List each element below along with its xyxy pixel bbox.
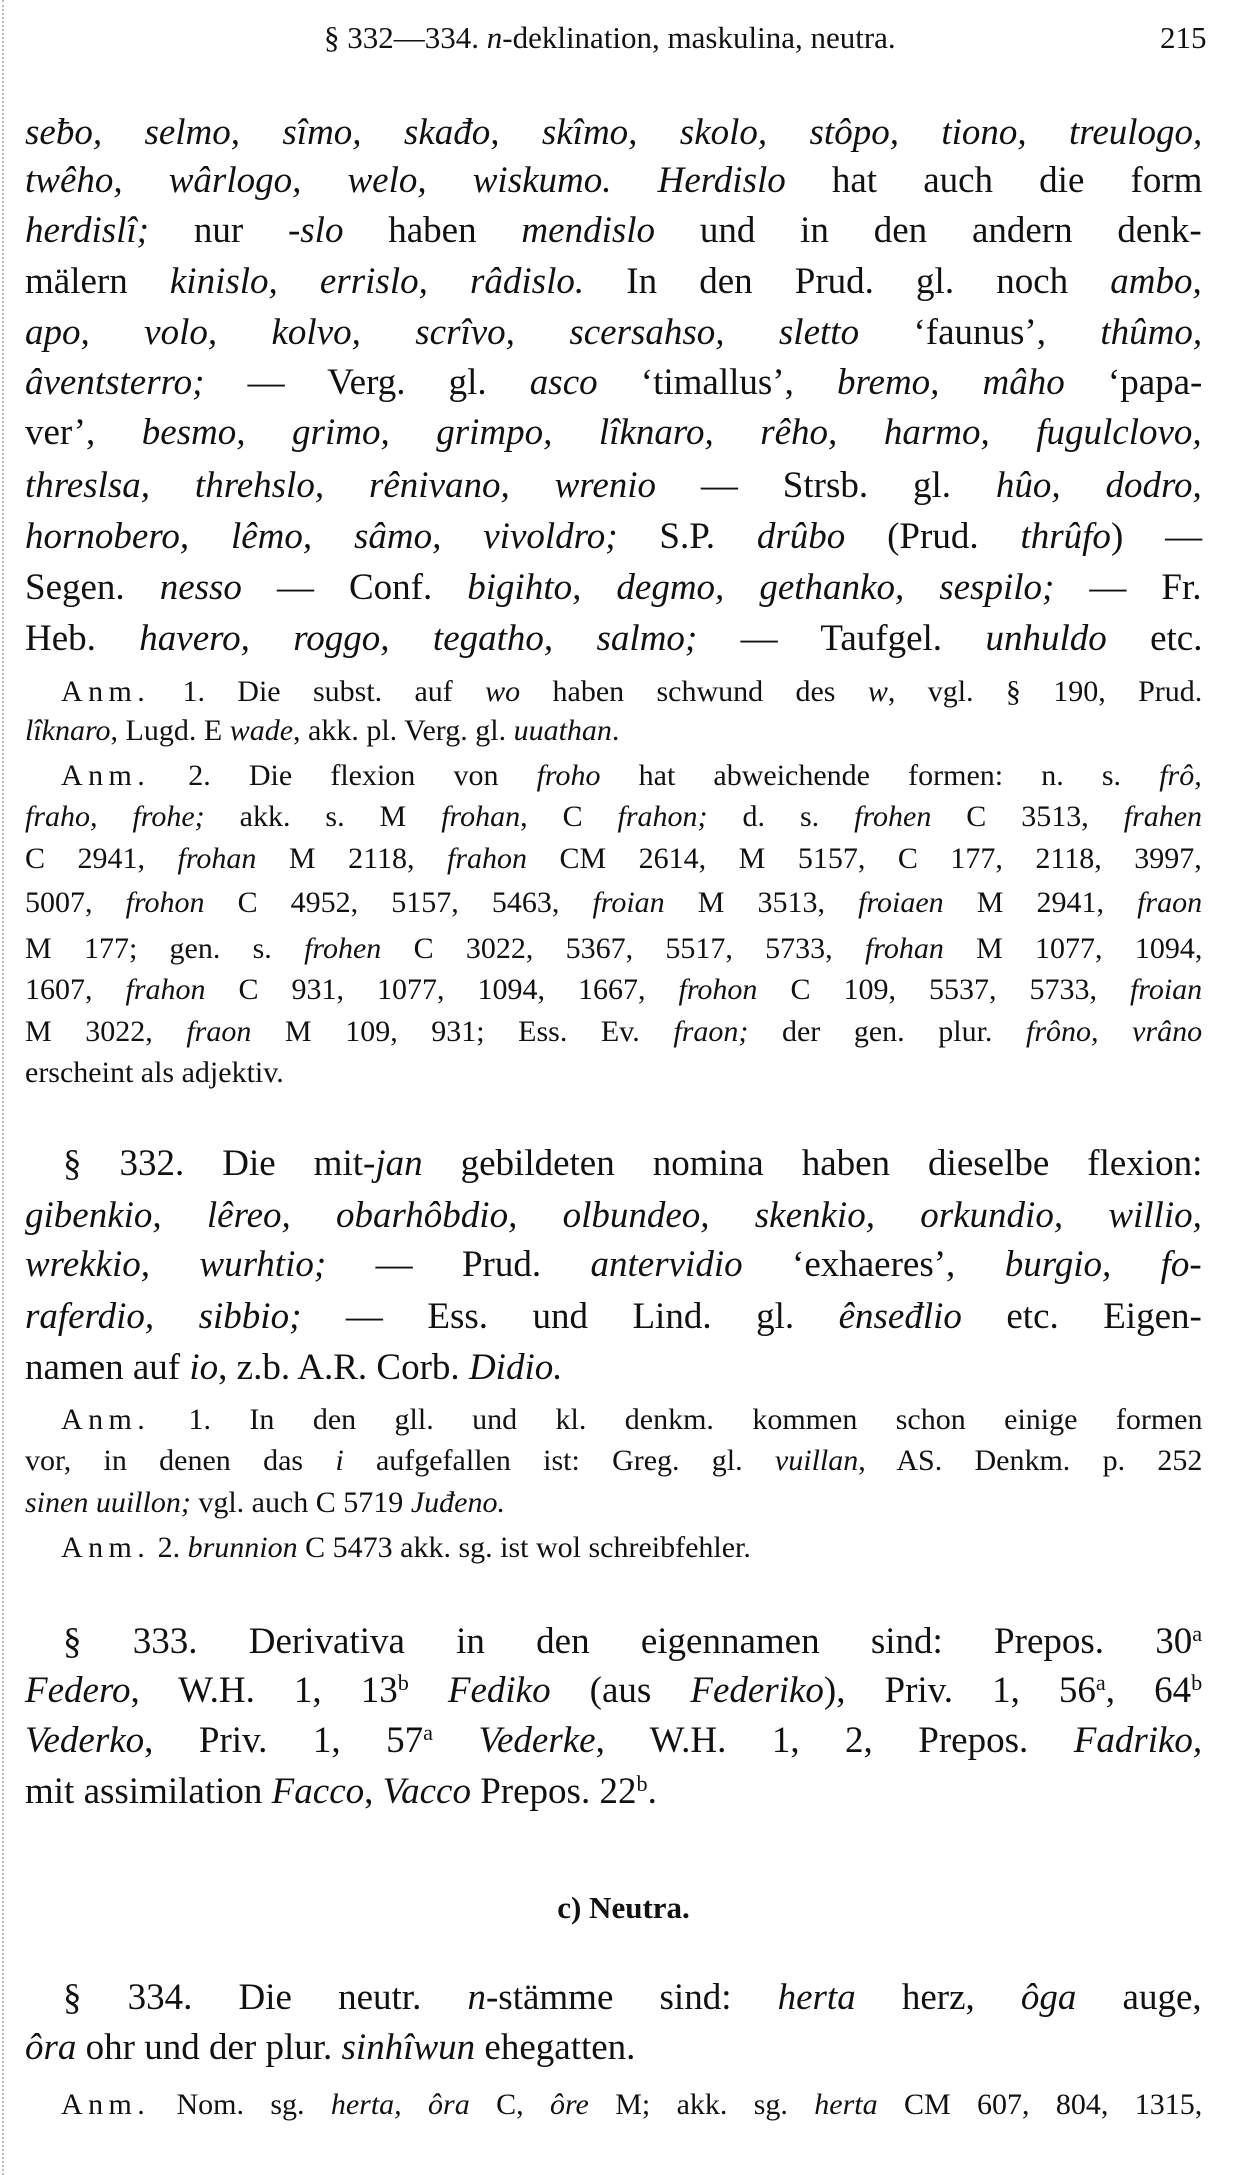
text-segment: jan — [375, 1142, 423, 1184]
text-segment: , — [364, 1770, 383, 1812]
text-segment: nesso — [159, 566, 242, 608]
note-line — [25, 714, 619, 748]
text-line — [25, 1346, 562, 1389]
text-segment: C 931, 1077, 1094, 1667, — [205, 973, 679, 1006]
text-line — [25, 1719, 1202, 1762]
text-segment: — Verg. gl. — [204, 361, 530, 403]
text-segment: 1607, — [25, 973, 126, 1006]
text-segment: und in den andern denk- — [655, 209, 1202, 251]
text-segment: fraon — [186, 1015, 252, 1048]
text-line — [25, 111, 1202, 154]
text-segment: wrekkio, wurhtio; — [25, 1243, 327, 1285]
text-segment: frohan — [864, 932, 944, 965]
text-segment: vgl. auch C 5719 — [190, 1486, 411, 1519]
text-segment: lîknaro — [25, 714, 111, 747]
note-line — [25, 1015, 1202, 1049]
text-segment: froian — [1129, 973, 1203, 1006]
text-line — [25, 617, 1202, 660]
text-segment: M 177; gen. s. — [25, 932, 305, 965]
text-segment: antervidio — [590, 1243, 743, 1285]
text-line — [63, 1976, 1202, 2019]
text-segment: vuillan — [774, 1444, 859, 1477]
text-segment: , vgl. § 190, Prud. — [887, 675, 1203, 708]
text-segment: mälern — [25, 260, 170, 302]
note-line — [25, 1486, 505, 1520]
text-segment: Anm. — [61, 1531, 151, 1564]
note-line — [61, 1531, 751, 1565]
text-segment: Federo — [25, 1669, 131, 1711]
text-segment: Facco — [271, 1770, 365, 1812]
text-segment: In den Prud. gl. noch — [584, 260, 1111, 302]
text-segment: seƀo, selmo, sîmo, skađo, skîmo, skolo, stôpo, tiono, treulogo, — [25, 111, 1203, 153]
text-segment: haben schwund des — [520, 675, 868, 708]
text-segment: besmo, grimo, grimpo, lîknaro, rêho, harmo, fugulclovo, — [141, 411, 1202, 453]
text-segment: Nom. sg. — [150, 2088, 331, 2121]
text-segment: b — [397, 1669, 409, 1695]
text-segment: a — [423, 1719, 433, 1745]
text-segment: n — [486, 20, 503, 55]
text-segment: 2. Die flexion von — [150, 759, 537, 792]
text-segment: ), Priv. 1, 56 — [823, 1669, 1096, 1711]
text-segment: C 3513, — [931, 800, 1124, 833]
text-segment: io — [189, 1346, 219, 1388]
page-number: 215 — [1160, 20, 1207, 55]
text-segment: frahen — [1123, 800, 1203, 833]
text-segment: frôno, vrâno — [1026, 1015, 1203, 1048]
text-segment: 5007, — [25, 886, 126, 919]
text-segment: hûo, dodro, — [995, 464, 1202, 506]
text-segment: frohan — [177, 842, 257, 875]
note-line — [61, 2088, 1202, 2122]
text-line — [25, 209, 1202, 252]
text-segment: b — [1191, 1669, 1203, 1695]
text-segment: C 5473 akk. sg. ist wol schreibfehler. — [297, 1531, 751, 1564]
text-segment: apo, volo, kolvo, scrîvo, scersahso, sletto — [25, 311, 860, 353]
text-segment: 1. Die subst. auf — [150, 675, 486, 708]
text-line — [25, 260, 1202, 303]
text-segment: — Prud. — [326, 1243, 591, 1285]
text-segment: S.P. — [617, 515, 757, 557]
text-segment: ênseđlio — [838, 1295, 962, 1337]
text-segment: gibenkio, lêreo, obarhôbdio, olbundeo, skenkio, orkundio, willio, — [25, 1194, 1202, 1236]
text-segment: Juđeno. — [410, 1486, 505, 1519]
text-line — [25, 411, 1202, 454]
text-segment: ‘faunus’, — [859, 311, 1101, 353]
text-segment: 2. — [150, 1531, 188, 1564]
text-segment: C 2941, — [25, 842, 178, 875]
text-segment: frô, — [1159, 759, 1202, 792]
text-segment: Fediko — [447, 1669, 551, 1711]
text-segment: sinen uuillon; — [25, 1486, 191, 1519]
text-segment: M 2941, — [943, 886, 1138, 919]
text-segment: froho — [536, 759, 601, 792]
text-segment: ambo, — [1110, 260, 1202, 302]
note-line — [61, 759, 1202, 793]
text-segment: 1. In den gll. und kl. denkm. kommen schon einige formen — [150, 1403, 1203, 1436]
text-segment: thrûfo — [1020, 515, 1111, 557]
text-segment: ) — — [1110, 515, 1203, 557]
text-segment: C 109, 5537, 5733, — [757, 973, 1130, 1006]
text-segment: frahon; — [617, 800, 708, 833]
text-segment: Anm. — [61, 2088, 151, 2121]
text-segment: CM 2614, M 5157, C 177, 2118, 3997, — [527, 842, 1202, 875]
text-segment: ver’, — [25, 411, 142, 453]
text-segment: frahon — [446, 842, 527, 875]
note-line — [25, 842, 1202, 876]
text-segment: ‘papa- — [1064, 361, 1203, 403]
text-segment: uuathan — [513, 714, 612, 747]
text-segment: — Taufgel. — [697, 617, 986, 659]
text-segment: — Conf. — [241, 566, 468, 608]
text-segment: bremo, mâho — [837, 361, 1065, 403]
note-line — [25, 800, 1202, 834]
text-segment: sinhîwun — [341, 2026, 476, 2068]
text-segment: M 2118, — [256, 842, 447, 875]
text-segment: , akk. pl. Verg. gl. — [293, 714, 514, 747]
text-segment: vor, in denen das — [25, 1444, 336, 1477]
text-line — [25, 311, 1202, 354]
text-segment: , C — [520, 800, 618, 833]
text-segment: bigihto, degmo, gethanko, sespilo; — [467, 566, 1055, 608]
text-segment: § 333. Derivativa in den eigennamen sind: Prepos. 30 — [63, 1620, 1193, 1662]
text-segment: Vederke — [478, 1719, 596, 1761]
text-segment: , z.b. A.R. Corb. — [218, 1346, 469, 1388]
text-segment: CM 607, 804, 1315, — [877, 2088, 1203, 2121]
text-segment: , W.H. 1, 13 — [130, 1669, 398, 1711]
text-segment: havero, roggo, tegatho, salmo; — [139, 617, 698, 659]
text-line — [25, 1243, 1202, 1286]
text-segment: , W.H. 1, 2, Prepos. — [595, 1719, 1074, 1761]
text-segment: auge, — [1076, 1976, 1202, 2018]
text-segment: § 332—334. — [324, 20, 487, 55]
text-segment: frohon — [125, 886, 205, 919]
text-segment: froian — [592, 886, 665, 919]
text-segment: a — [1095, 1669, 1106, 1695]
note-line — [61, 675, 1202, 709]
text-segment: . — [647, 1770, 657, 1812]
text-segment: erscheint als adjektiv. — [25, 1056, 284, 1089]
text-segment: b — [636, 1770, 648, 1796]
text-segment: § 332. Die mit- — [63, 1142, 376, 1184]
text-segment: C 4952, 5157, 5463, — [204, 886, 593, 919]
text-line — [25, 515, 1202, 558]
text-segment: mit assimilation — [25, 1770, 272, 1812]
text-segment: (aus — [550, 1669, 691, 1711]
text-line — [63, 1142, 1202, 1185]
text-segment: ohr und der plur. — [76, 2026, 342, 2068]
text-segment: Prepos. 22 — [470, 1770, 637, 1812]
text-segment: frohen — [304, 932, 382, 965]
text-segment: frohen — [854, 800, 932, 833]
text-segment: Didio. — [468, 1346, 563, 1388]
text-segment: Federiko — [690, 1669, 824, 1711]
text-segment: fraon; — [673, 1015, 749, 1048]
text-segment: Vacco — [382, 1770, 471, 1812]
text-line — [25, 464, 1202, 507]
text-segment: herta — [777, 1976, 856, 2018]
text-segment — [409, 1670, 448, 1711]
running-header — [324, 20, 896, 56]
text-line — [25, 1295, 1202, 1338]
note-line — [25, 886, 1202, 920]
note-line — [25, 973, 1202, 1007]
text-segment: i — [335, 1444, 344, 1477]
text-segment: -deklination, maskulina, neutra. — [502, 20, 896, 55]
text-segment: ôre — [549, 2088, 589, 2121]
text-segment: haben — [343, 209, 522, 251]
text-segment: ‘timallus’, — [597, 361, 837, 403]
text-segment: M 3022, — [25, 1015, 187, 1048]
text-segment: — Fr. — [1054, 566, 1202, 608]
text-segment: kinislo, errislo, râdislo. — [169, 260, 585, 302]
text-segment: . — [611, 714, 620, 747]
text-segment: d. s. — [707, 800, 855, 833]
text-segment: ehegatten. — [475, 2026, 636, 2068]
text-segment: ôra — [25, 2026, 77, 2068]
text-segment: unhuldo — [985, 617, 1107, 659]
text-segment: froiaen — [858, 886, 944, 919]
text-segment: — Ess. und Lind. gl. — [301, 1295, 839, 1337]
text-segment: Vederko — [25, 1719, 145, 1761]
note-line — [25, 1444, 1202, 1478]
text-segment: Fadriko, — [1073, 1719, 1203, 1761]
text-segment: -slo — [287, 209, 344, 251]
text-segment: — Strsb. gl. — [656, 464, 996, 506]
text-line — [25, 2026, 635, 2069]
text-line — [63, 1620, 1202, 1663]
text-segment: etc. Eigen- — [961, 1295, 1202, 1337]
text-segment: , 64 — [1105, 1669, 1192, 1711]
text-segment: -stämme sind: — [485, 1976, 778, 2018]
text-segment: M 1077, 1094, — [943, 932, 1203, 965]
text-segment: , Priv. 1, 57 — [144, 1719, 424, 1761]
text-segment: frohon — [678, 973, 758, 1006]
text-segment: twêho, wârlogo, welo, wiskumo. Herdislo — [25, 159, 786, 201]
text-segment: gebildeten nomina haben dieselbe flexion: — [422, 1142, 1203, 1184]
text-segment: etc. — [1106, 617, 1203, 659]
text-segment: ‘exhaeres’, — [742, 1243, 1005, 1285]
text-segment: herta, ôra — [330, 2088, 470, 2121]
note-line — [25, 932, 1202, 966]
text-segment: fraho, frohe; — [25, 800, 205, 833]
text-segment: namen auf — [25, 1346, 190, 1388]
text-segment — [433, 1720, 478, 1761]
text-segment: asco — [529, 361, 598, 403]
text-segment: M; akk. sg. — [588, 2088, 815, 2121]
text-segment: herdislî; — [25, 209, 150, 251]
text-segment: Anm. — [61, 759, 151, 792]
text-segment: Segen. — [25, 566, 160, 608]
text-segment: aufgefallen ist: Greg. gl. — [343, 1444, 775, 1477]
text-segment: akk. s. M — [204, 800, 442, 833]
text-segment: hat auch die form — [785, 159, 1203, 201]
text-segment: § 334. Die neutr. — [63, 1976, 468, 2018]
note-line — [61, 1403, 1202, 1437]
text-segment: a — [1192, 1620, 1203, 1646]
text-segment: wo — [485, 675, 521, 708]
text-segment: mendislo — [521, 209, 656, 251]
text-segment: nur — [149, 209, 288, 251]
text-segment: frahon — [125, 973, 206, 1006]
text-segment: (Prud. — [845, 515, 1021, 557]
subheading-neutra: c) Neutra. — [557, 1890, 690, 1925]
text-segment: âventsterro; — [25, 361, 205, 403]
text-segment: C, — [469, 2088, 550, 2121]
text-segment: brunnion — [187, 1531, 298, 1564]
text-segment: Anm. — [61, 1403, 151, 1436]
text-segment: der gen. plur. — [748, 1015, 1026, 1048]
text-segment: drûbo — [756, 515, 846, 557]
text-line — [25, 1669, 1202, 1712]
text-line — [25, 361, 1202, 404]
text-segment: burgio, fo- — [1004, 1243, 1202, 1285]
text-segment: , AS. Denkm. p. 252 — [858, 1444, 1203, 1477]
note-line — [25, 1056, 284, 1090]
text-line — [25, 159, 1202, 202]
text-segment: Anm. — [61, 675, 151, 708]
text-line — [25, 1194, 1202, 1237]
text-segment: thûmo, — [1100, 311, 1203, 353]
text-line — [25, 566, 1202, 609]
text-segment: hornobero, lêmo, sâmo, vivoldro; — [25, 515, 618, 557]
text-segment: ôga — [1020, 1976, 1077, 2018]
text-segment: M 3513, — [664, 886, 859, 919]
text-segment: fraon — [1137, 886, 1203, 919]
text-segment: M 109, 931; Ess. Ev. — [251, 1015, 674, 1048]
text-segment: frohan — [441, 800, 521, 833]
text-segment: herz, — [855, 1976, 1021, 2018]
scan-edge — [2, 0, 10, 2175]
text-segment: Heb. — [25, 617, 140, 659]
text-segment: w — [867, 675, 888, 708]
text-segment: , Lugd. E — [110, 714, 230, 747]
text-segment: herta — [814, 2088, 878, 2121]
text-segment: hat abweichende formen: n. s. — [600, 759, 1160, 792]
text-segment: C 3022, 5367, 5517, 5733, — [381, 932, 865, 965]
text-segment: raferdio, sibbio; — [25, 1295, 302, 1337]
text-segment: threslsa, threhslo, rênivano, wrenio — [25, 464, 657, 506]
text-segment: n — [467, 1976, 486, 2018]
text-segment: wade — [229, 714, 294, 747]
text-line — [25, 1770, 657, 1813]
